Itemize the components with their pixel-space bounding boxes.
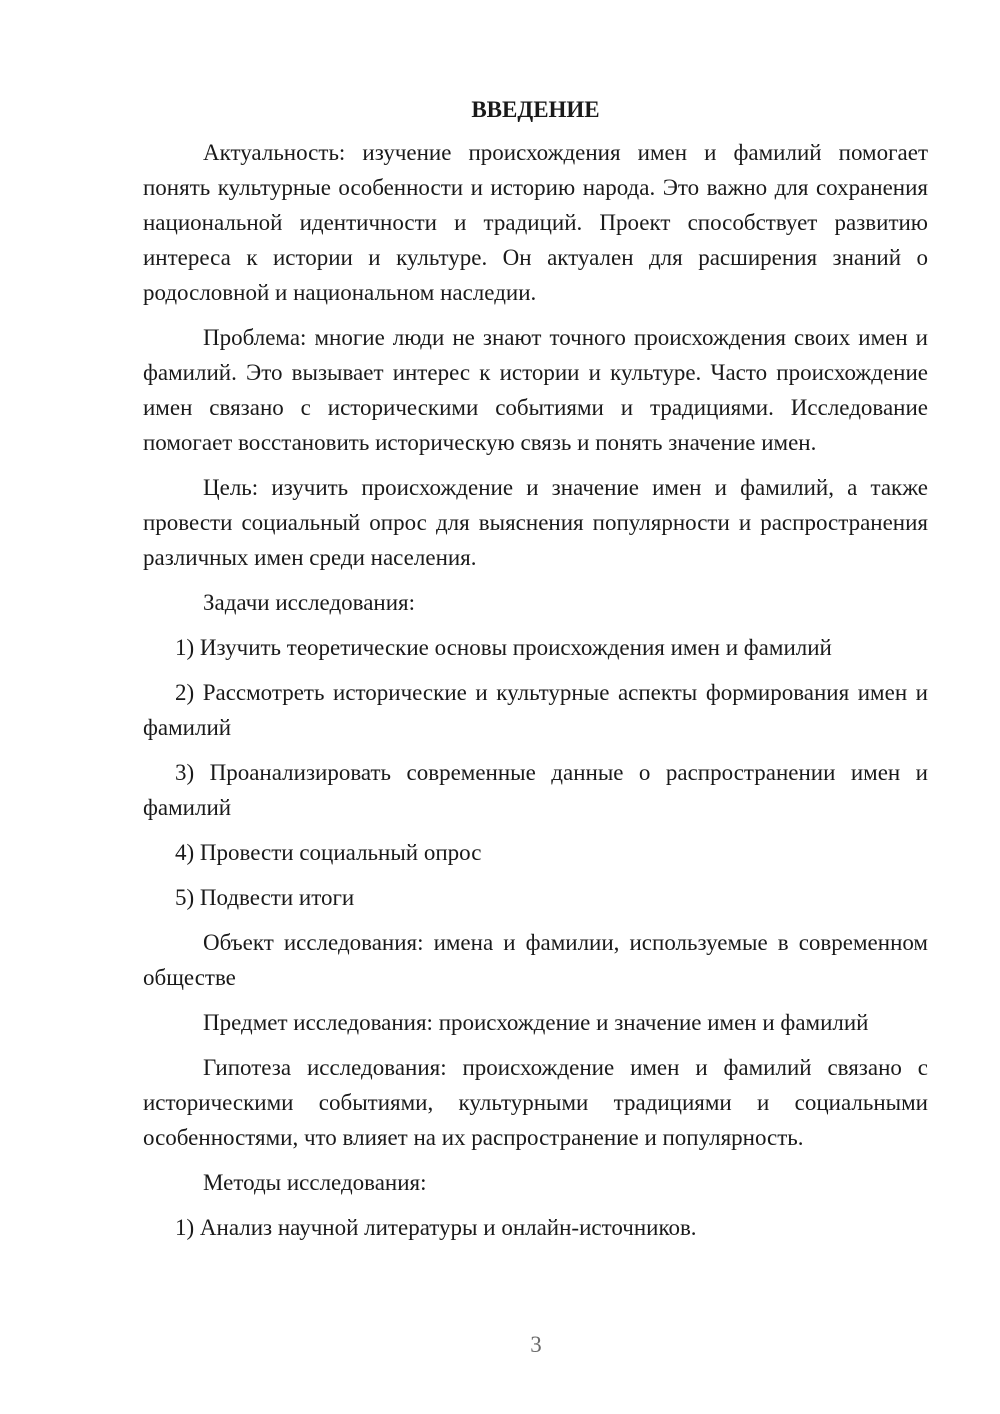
section-title: ВВЕДЕНИЕ bbox=[471, 97, 600, 122]
page-number: 3 bbox=[530, 1332, 542, 1357]
problem-paragraph: Проблема: многие люди не знают точного происхождения своих имен и фамилий. Это вызывает интерес к истории и культуре. Часто происхождение имен связано с историческими событиями и традициями. Исследование помогает восстановить историческую связь и понять значение имен. bbox=[143, 325, 928, 455]
task-item: 5) Подвести итоги bbox=[175, 885, 355, 910]
method-item: 1) Анализ научной литературы и онлайн-источников. bbox=[175, 1215, 697, 1240]
document-page bbox=[143, 95, 928, 1255]
task-item: 1) Изучить теоретические основы происхождения имен и фамилий bbox=[175, 635, 832, 660]
hypothesis-paragraph: Гипотеза исследования: происхождение имен и фамилий связано с историческими событиями, культурными традициями и социальными особенностями, что влияет на их распространение и популярность. bbox=[143, 1055, 928, 1150]
task-item: 4) Провести социальный опрос bbox=[175, 840, 482, 865]
subject-paragraph: Предмет исследования: происхождение и значение имен и фамилий bbox=[203, 1010, 869, 1035]
task-item: 3) Проанализировать современные данные о распространении имен и фамилий bbox=[143, 760, 928, 820]
tasks-heading: Задачи исследования: bbox=[203, 590, 416, 615]
object-paragraph: Объект исследования: имена и фамилии, используемые в современном обществе bbox=[143, 930, 928, 990]
relevance-paragraph: Актуальность: изучение происхождения имен и фамилий помогает понять культурные особенности и историю народа. Это важно для сохранения национальной идентичности и традиций. Проект способствует развитию интереса к истории и культуре. Он актуален для расширения знаний о родословной и национальном наследии. bbox=[143, 140, 928, 305]
task-item: 2) Рассмотреть исторические и культурные аспекты формирования имен и фамилий bbox=[143, 680, 928, 740]
goal-paragraph: Цель: изучить происхождение и значение имен и фамилий, а также провести социальный опрос для выяснения популярности и распространения различных имен среди населения. bbox=[143, 475, 928, 570]
methods-heading: Методы исследования: bbox=[203, 1170, 427, 1195]
